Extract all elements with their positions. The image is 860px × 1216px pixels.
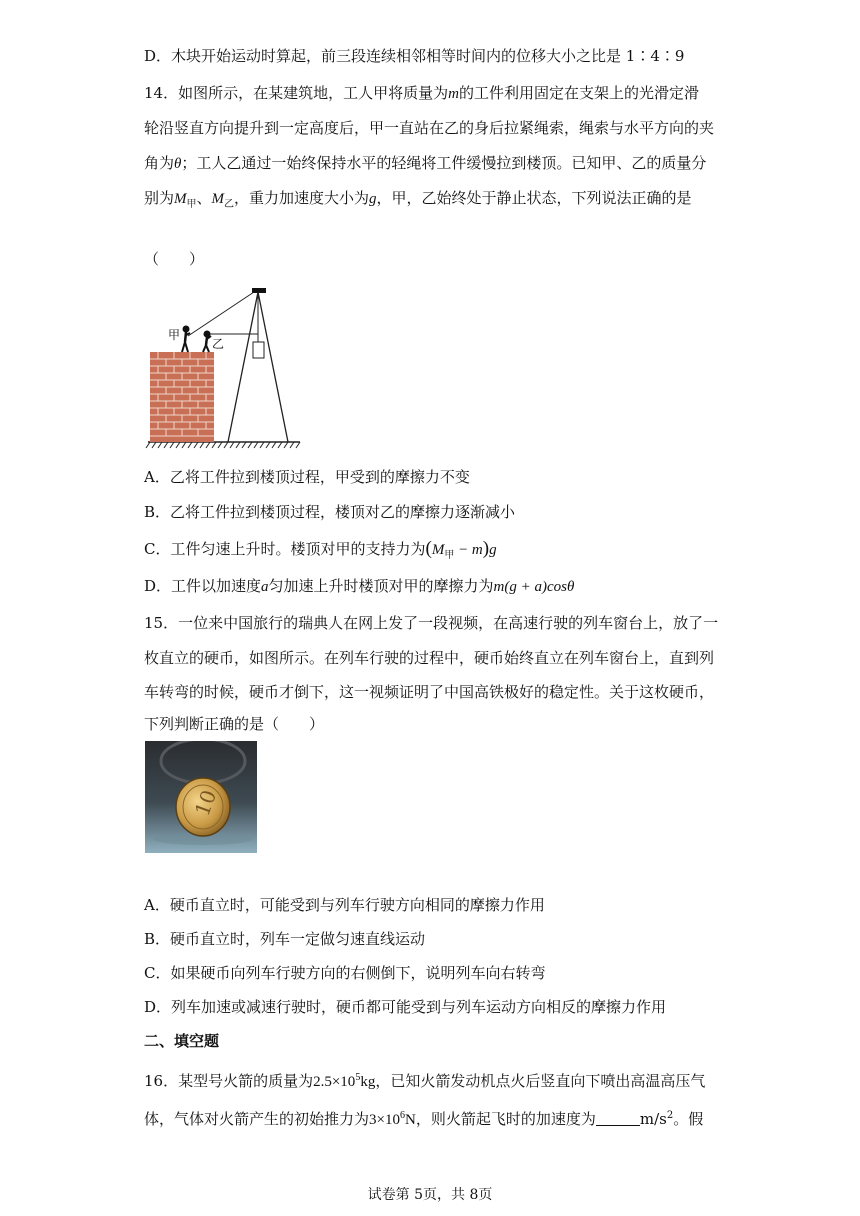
q15-stem-line4: 下列判断正确的是（ ）	[144, 715, 325, 733]
minus-m: − m	[454, 542, 483, 558]
q14-stem-line3	[144, 153, 706, 174]
mass-exponent: 5	[355, 1072, 361, 1083]
q14-text: ，重力加速度大小为	[234, 189, 370, 207]
var-M: M	[211, 191, 225, 207]
frame-right-leg	[258, 292, 288, 442]
q14-stem-line2: 轮沿竖直方向提升到一定高度后，甲一直站在乙的身后拉紧绳索，绳索与水平方向的夹	[144, 119, 715, 137]
unit-base: m/s	[639, 1110, 667, 1128]
rocket-thrust	[369, 1112, 416, 1128]
worker-yi	[203, 331, 211, 352]
q14-answer-bracket: （ ）	[144, 250, 205, 268]
formula-support-force	[425, 538, 497, 561]
var-g: g	[489, 542, 497, 558]
q14-option-d-text: 匀加速上升时楼顶对甲的摩擦力为	[268, 577, 494, 595]
thrust-unit: N	[404, 1112, 416, 1128]
paren-open: (	[425, 538, 432, 559]
q14-text: 角为	[144, 154, 175, 172]
q14-text: ，甲，乙始终处于静止状态，下列说法正确的是	[376, 189, 692, 207]
q16-text: 16．某型号火箭的质量为	[144, 1072, 314, 1090]
q14-text: 别为	[144, 189, 175, 207]
rocket-mass	[313, 1074, 375, 1090]
q15-stem-line3: 车转弯的时候，硬币才倒下，这一视频证明了中国高铁极好的稳定性。关于这枚硬币，	[144, 683, 715, 701]
q15-stem-line1: 15．一位来中国旅行的瑞典人在网上发了一段视频，在高速行驶的列车窗台上，放了一	[144, 614, 719, 632]
var-M: M	[174, 191, 187, 207]
q14-option-b: B．乙将工件拉到楼顶过程，楼顶对乙的摩擦力逐渐减小	[144, 503, 516, 521]
label-yi: 乙	[212, 337, 225, 351]
thrust-exponent: 6	[399, 1110, 405, 1121]
workpiece	[253, 342, 264, 358]
paren-close: )	[482, 538, 490, 559]
q16-stem-line2	[144, 1106, 703, 1130]
subscript: 甲	[186, 199, 197, 210]
q14-stem-line1	[144, 83, 699, 104]
acceleration-unit	[640, 1110, 673, 1128]
q16-text: ，则火箭起飞时的加速度为	[415, 1110, 596, 1128]
q13-option-d: D．木块开始运动时算起，前三段连续相邻相等时间内的位移大小之比是 1∶4∶9	[144, 47, 685, 65]
coin-denomination: 10	[189, 786, 222, 819]
separator: 、	[196, 189, 212, 207]
var-a: a	[261, 579, 269, 595]
q14-option-a: A．乙将工件拉到楼顶过程，甲受到的摩擦力不变	[144, 468, 470, 486]
frame-left-leg	[228, 292, 258, 442]
q14-text: 的工件利用固定在支架上的光滑定滑	[458, 84, 699, 102]
answer-blank[interactable]	[596, 1111, 640, 1126]
coin-photo	[145, 741, 257, 853]
var-M-yi	[211, 191, 235, 210]
coin-illustration	[145, 741, 257, 853]
section-fill-in-title: 二、填空题	[144, 1032, 220, 1050]
q14-option-d-text: D．工件以加速度	[144, 577, 262, 595]
subscript: 乙	[224, 199, 235, 210]
q16-text: 体，气体对火箭产生的初始推力为	[144, 1110, 370, 1128]
q14-option-c	[144, 539, 497, 566]
mass-unit: kg	[360, 1074, 376, 1090]
page-footer: 试卷第 5页，共 8页	[367, 1187, 493, 1203]
subscript: 甲	[444, 550, 455, 561]
var-g: g	[369, 191, 377, 207]
q15-option-c: C．如果硬币向列车行驶方向的右侧倒下，说明列车向右转弯	[144, 964, 546, 982]
ground-hatch	[146, 442, 300, 448]
q16-text: ，已知火箭发动机点火后竖直向下喷出高温高压气	[375, 1072, 706, 1090]
q15-option-b: B．硬币直立时，列车一定做匀速直线运动	[144, 930, 426, 948]
worker-jia	[182, 326, 190, 352]
q14-option-c-text: C．工件匀速上升时。楼顶对甲的支持力为	[144, 540, 426, 558]
q14-option-d	[144, 576, 574, 597]
formula-friction: m(g + a)cosθ	[493, 579, 575, 595]
var-m: m	[448, 86, 459, 102]
q15-option-a: A．硬币直立时，可能受到与列车行驶方向相同的摩擦力作用	[144, 896, 545, 914]
var-theta: θ	[174, 156, 182, 172]
rope-jia	[188, 292, 254, 336]
unit-exponent: 2	[666, 1110, 674, 1121]
q16-stem-line1	[144, 1068, 705, 1092]
var-M: M	[431, 542, 445, 558]
var-M-jia	[174, 191, 197, 210]
q14-text: 14．如图所示，在某建筑地，工人甲将质量为	[144, 84, 449, 102]
q14-stem-line4	[144, 188, 692, 215]
q16-text: 。假	[673, 1110, 704, 1128]
q14-figure	[144, 282, 304, 452]
thrust-base: 3×10	[369, 1112, 400, 1128]
q15-stem-line2: 枚直立的硬币，如图所示。在列车行驶的过程中，硬币始终直立在列车窗台上，直到列	[144, 649, 715, 667]
label-jia: 甲	[168, 328, 181, 342]
q14-text: ；工人乙通过一始终保持水平的轻绳将工件缓慢拉到楼顶。已知甲、乙的质量分	[181, 154, 707, 172]
q15-option-d: D．列车加速或减速行驶时，硬币都可能受到与列车运动方向相反的摩擦力作用	[144, 998, 667, 1016]
mass-base: 2.5×10	[313, 1074, 356, 1090]
